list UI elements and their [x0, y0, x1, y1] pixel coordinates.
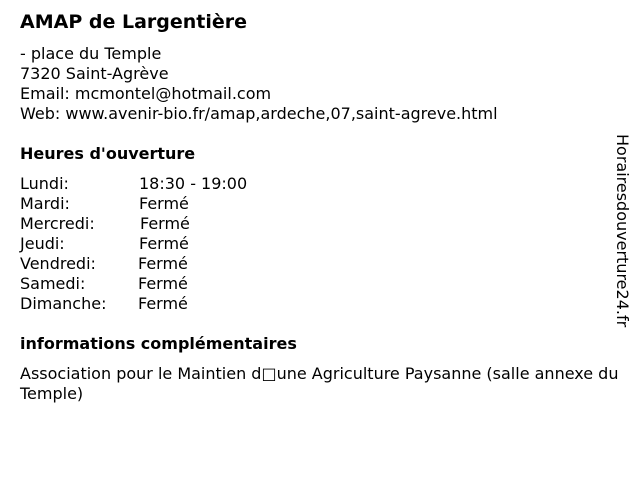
opening-hours-list: [20, 174, 320, 314]
day-label: Dimanche:: [20, 294, 107, 313]
day-label: Mercredi:: [20, 214, 95, 233]
time-value: 18:30 - 19:00: [139, 174, 248, 193]
time-value: Fermé: [139, 234, 189, 253]
site-watermark: [611, 134, 635, 346]
opening-hours-heading: Heures d'ouverture: [20, 144, 196, 163]
hours-row-sunday: [20, 294, 320, 314]
day-label: Lundi:: [20, 174, 69, 193]
time-value: Fermé: [138, 274, 188, 293]
hours-row-tuesday: [20, 194, 320, 214]
day-label: Samedi:: [20, 274, 86, 293]
day-label: Jeudi:: [20, 234, 65, 253]
store-address: [20, 44, 498, 124]
time-value: Fermé: [140, 214, 190, 233]
hours-row-friday: [20, 254, 320, 274]
address-line-city: 7320 Saint-Agrève: [20, 64, 169, 83]
web-line: Web: www.avenir-bio.fr/amap,ardeche,07,saint-agreve.html: [20, 104, 498, 123]
additional-info-heading: informations complémentaires: [20, 334, 297, 353]
time-value: Fermé: [139, 194, 189, 213]
store-title: AMAP de Largentière: [20, 11, 248, 33]
hours-row-monday: [20, 174, 320, 194]
hours-row-saturday: [20, 274, 320, 294]
site-watermark-text: Horairesdouverture24.fr: [613, 134, 632, 328]
day-label: Vendredi:: [20, 254, 96, 273]
day-label: Mardi:: [20, 194, 70, 213]
email-line: Email: mcmontel@hotmail.com: [20, 84, 272, 103]
hours-row-thursday: [20, 234, 320, 254]
time-value: Fermé: [138, 254, 188, 273]
time-value: Fermé: [138, 294, 188, 313]
additional-info-text: Association pour le Maintien d□une Agriculture Paysanne (salle annexe du Temple): [20, 364, 619, 403]
address-line-street: - place du Temple: [20, 44, 162, 63]
hours-row-wednesday: [20, 214, 320, 234]
